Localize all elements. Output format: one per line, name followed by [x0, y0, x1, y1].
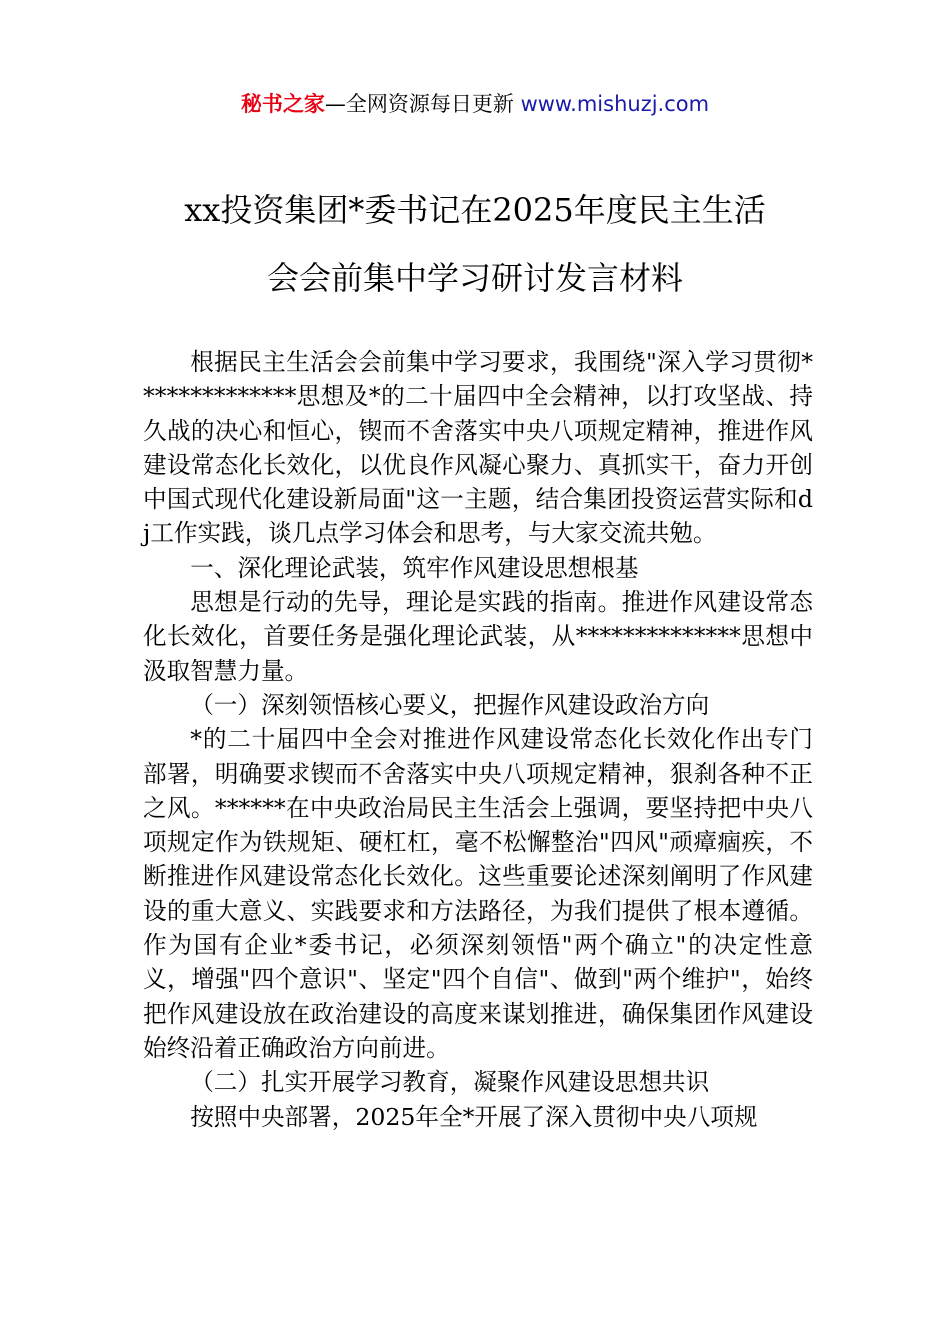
site-brand: 秘书之家 [240, 92, 325, 116]
site-url-link[interactable]: www.mishuzj.com [520, 92, 710, 116]
document-title-line-2: 会会前集中学习研讨发言材料 [266, 259, 683, 297]
body-paragraph: 思想是行动的先导，理论是实践的指南。推进作风建设常态化长效化，首要任务是强化理论武装，从**************思想中汲取智慧力量。 [143, 588, 813, 685]
intro-paragraph: 根据民主生活会会前集中学习要求，我围绕"深入学习贯彻**************思想及*的二十届四中全会精神，以打攻坚战、持久战的决心和恒心，锲而不舍落实中央八项规定精神，推进作风建设常态化长效化，以优良作风凝心聚力、真抓实干，奋力开创中国式现代化建设新局面"这一主题，结合集团投资运营实际和dj工作实践，谈几点学习体会和思考，与大家交流共勉。 [143, 348, 813, 548]
site-header [0, 88, 950, 120]
subsection-heading-2: （二）扎实开展学习教育，凝聚作风建设思想共识 [190, 1068, 710, 1097]
document-title-line-1: xx投资集团*委书记在2025年度民主生活 [184, 191, 766, 229]
body-paragraph: 按照中央部署，2025年全*开展了深入贯彻中央八项规 [190, 1102, 758, 1131]
section-heading-1: 一、深化理论武装，筑牢作风建设思想根基 [190, 553, 639, 582]
body-paragraph: *的二十届四中全会对推进作风建设常态化长效化作出专门部署，明确要求锲而不舍落实中央八项规定精神，狠刹各种不正之风。******在中央政治局民主生活会上强调，要坚持把中央八项规定作为铁规矩、硬杠杠，毫不松懈整治"四风"顽瘴痼疾，不断推进作风建设常态化长效化。这些重要论述深刻阐明了作风建设的重大意义、实践要求和方法路径，为我们提供了根本遵循。作为国有企业*委书记，必须深刻领悟"两个确立"的决定性意义，增强"四个意识"、坚定"四个自信"、做到"两个维护"，始终把作风建设放在政治建设的高度来谋划推进，确保集团作风建设始终沿着正确政治方向前进。 [143, 725, 813, 1062]
document-body [143, 345, 813, 1134]
site-tagline: —全网资源每日更新 [324, 92, 514, 116]
subsection-heading-1: （一）深刻领悟核心要义，把握作风建设政治方向 [190, 690, 710, 719]
